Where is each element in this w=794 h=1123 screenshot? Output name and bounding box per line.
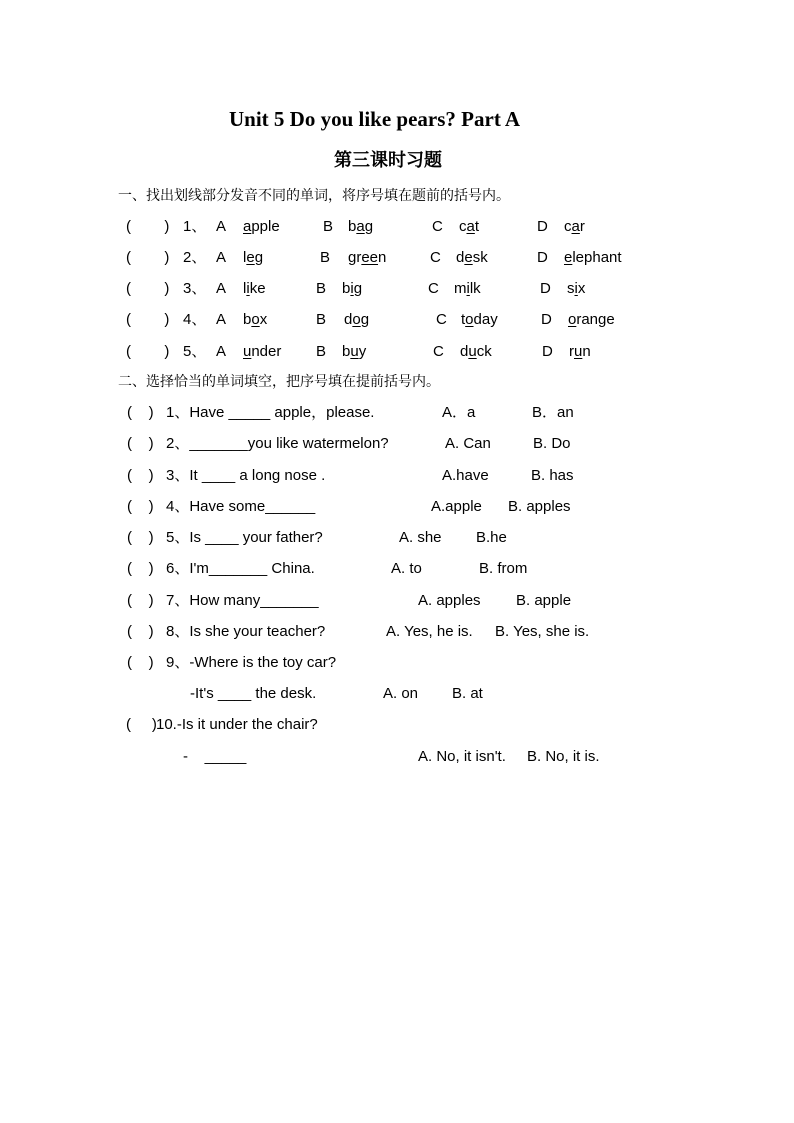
word-part: ck bbox=[476, 343, 492, 360]
option-word-d bbox=[568, 312, 615, 327]
word-part: m bbox=[454, 280, 467, 297]
option-word-d bbox=[569, 344, 591, 359]
underlined-letters: o bbox=[568, 311, 577, 328]
option-word-c bbox=[461, 312, 498, 327]
option-b: B．an bbox=[532, 404, 574, 421]
word-part: g bbox=[360, 311, 370, 328]
option-word-b bbox=[344, 312, 369, 327]
underlined-letters: e bbox=[564, 249, 573, 266]
word-part: sk bbox=[472, 249, 488, 266]
option-word-c bbox=[460, 344, 492, 359]
question-text: 6、I'm_______ China. bbox=[166, 560, 315, 577]
option-b: B.he bbox=[476, 529, 507, 546]
section1-heading: 一、找出划线部分发音不同的单词，将序号填在题前的括号内。 bbox=[118, 188, 510, 204]
section2-heading: 二、选择恰当的单词填空，把序号填在提前括号内。 bbox=[118, 374, 440, 390]
underlined-letters: a bbox=[571, 218, 580, 235]
underlined-letters: a bbox=[243, 218, 252, 235]
word-part: c bbox=[459, 218, 467, 235]
underlined-letters: ee bbox=[361, 249, 379, 266]
word-part: g bbox=[254, 249, 264, 266]
underlined-letters: u bbox=[468, 343, 477, 360]
word-part: d bbox=[460, 343, 469, 360]
question-text: 1、Have _____ apple，please. bbox=[166, 404, 375, 421]
option-letter-c: C bbox=[436, 311, 447, 328]
option-letter-a: A bbox=[216, 343, 227, 360]
answer-parentheses[interactable]: ( ) bbox=[126, 716, 157, 733]
answer-parentheses[interactable]: ( ) bbox=[127, 654, 154, 671]
answer-parentheses[interactable]: ( ) bbox=[127, 592, 154, 609]
question-text: 5、Is ____ your father? bbox=[166, 529, 323, 546]
underlined-letters: a bbox=[466, 218, 475, 235]
question-text: 4、Have some______ bbox=[166, 498, 316, 515]
option-letter-a: A bbox=[216, 280, 227, 297]
word-part: lephant bbox=[572, 249, 622, 266]
option-word-c bbox=[456, 250, 488, 265]
question-number: 2、 bbox=[183, 249, 207, 266]
option-word-a bbox=[243, 219, 280, 234]
option-a: A．a bbox=[442, 404, 476, 421]
answer-parentheses[interactable]: ( ) bbox=[126, 311, 170, 328]
option-a: A. to bbox=[391, 560, 422, 577]
option-letter-c: C bbox=[433, 343, 444, 360]
option-word-c bbox=[459, 219, 479, 234]
option-b: B. No, it is. bbox=[527, 748, 600, 765]
underlined-letters: o bbox=[465, 311, 474, 328]
underlined-letters: e bbox=[464, 249, 473, 266]
word-part: ke bbox=[249, 280, 266, 297]
word-part: n bbox=[378, 249, 387, 266]
word-part: x bbox=[259, 311, 268, 328]
word-part: b bbox=[243, 311, 252, 328]
underlined-letters: i bbox=[466, 280, 470, 297]
word-part: b bbox=[342, 280, 351, 297]
word-part: g bbox=[364, 218, 374, 235]
option-letter-b: B bbox=[316, 343, 327, 360]
word-part: d bbox=[456, 249, 465, 266]
word-part: range bbox=[576, 311, 615, 328]
option-word-a bbox=[243, 281, 266, 296]
question-number: 5、 bbox=[183, 343, 207, 360]
option-word-b bbox=[348, 219, 373, 234]
word-part: t bbox=[461, 311, 466, 328]
option-letter-a: A bbox=[216, 218, 227, 235]
word-part: day bbox=[473, 311, 498, 328]
question-number: 1、 bbox=[183, 218, 207, 235]
answer-parentheses[interactable]: ( ) bbox=[126, 280, 170, 297]
underlined-letters: o bbox=[251, 311, 260, 328]
option-b: B. apples bbox=[508, 498, 571, 515]
question-text: 3、It ____ a long nose . bbox=[166, 467, 326, 484]
option-b: B. apple bbox=[516, 592, 572, 609]
word-part: gr bbox=[348, 249, 362, 266]
option-b: B. Do bbox=[533, 435, 571, 452]
word-part: g bbox=[353, 280, 363, 297]
option-a: A. on bbox=[383, 685, 419, 702]
option-a: A. Can bbox=[445, 435, 491, 452]
word-part: l bbox=[243, 280, 247, 297]
word-part: n bbox=[582, 343, 591, 360]
underlined-letters: u bbox=[350, 343, 359, 360]
answer-parentheses[interactable]: ( ) bbox=[127, 404, 154, 421]
option-word-b bbox=[348, 250, 386, 265]
option-letter-d: D bbox=[541, 311, 552, 328]
answer-parentheses[interactable]: ( ) bbox=[127, 435, 154, 452]
word-part: nder bbox=[251, 343, 282, 360]
option-letter-a: A bbox=[216, 311, 227, 328]
option-letter-a: A bbox=[216, 249, 227, 266]
option-word-d bbox=[564, 250, 622, 265]
option-word-b bbox=[342, 344, 366, 359]
option-word-a bbox=[243, 250, 263, 265]
question-text: 8、Is she your teacher? bbox=[166, 623, 326, 640]
option-letter-d: D bbox=[537, 218, 548, 235]
word-part: x bbox=[577, 280, 586, 297]
word-part: s bbox=[567, 280, 575, 297]
option-b: B. from bbox=[479, 560, 528, 577]
word-part: l bbox=[243, 249, 247, 266]
answer-parentheses[interactable]: ( ) bbox=[127, 498, 154, 515]
option-a: A. Yes, he is. bbox=[386, 623, 473, 640]
option-letter-c: C bbox=[428, 280, 439, 297]
option-b: B. Yes, she is. bbox=[495, 623, 590, 640]
option-a: A. she bbox=[399, 529, 442, 546]
question-text: 7、How many_______ bbox=[166, 592, 319, 609]
option-letter-d: D bbox=[540, 280, 551, 297]
question-text: 9、-Where is the toy car? bbox=[166, 654, 337, 671]
word-part: r bbox=[569, 343, 574, 360]
word-part: c bbox=[564, 218, 572, 235]
word-part: b bbox=[342, 343, 351, 360]
word-part: pple bbox=[251, 218, 280, 235]
answer-parentheses[interactable]: ( ) bbox=[127, 560, 154, 577]
word-part: r bbox=[579, 218, 585, 235]
answer-parentheses[interactable]: ( ) bbox=[127, 529, 154, 546]
underlined-letters: i bbox=[246, 280, 250, 297]
question-text: 2、_______you like watermelon? bbox=[166, 435, 389, 452]
option-letter-b: B bbox=[323, 218, 334, 235]
option-letter-c: C bbox=[432, 218, 443, 235]
answer-parentheses[interactable]: ( ) bbox=[126, 218, 170, 235]
option-b: B. has bbox=[531, 467, 574, 484]
answer-parentheses[interactable]: ( ) bbox=[126, 343, 170, 360]
word-part: d bbox=[344, 311, 353, 328]
question-text: -It's ____ the desk. bbox=[190, 685, 317, 702]
option-a: A. No, it isn't. bbox=[418, 748, 506, 765]
option-word-d bbox=[567, 281, 585, 296]
word-part: b bbox=[348, 218, 357, 235]
question-text: 10.-Is it under the chair? bbox=[156, 716, 318, 733]
option-letter-d: D bbox=[537, 249, 548, 266]
underlined-letters: u bbox=[574, 343, 583, 360]
question-number: 3、 bbox=[183, 280, 207, 297]
underlined-letters: e bbox=[246, 249, 255, 266]
option-a: A.apple bbox=[431, 498, 482, 515]
question-text: - _____ bbox=[183, 748, 247, 765]
underlined-letters: o bbox=[352, 311, 361, 328]
answer-parentheses[interactable]: ( ) bbox=[127, 623, 154, 640]
option-letter-c: C bbox=[430, 249, 441, 266]
underlined-letters: i bbox=[350, 280, 354, 297]
option-word-a bbox=[243, 312, 267, 327]
word-part: lk bbox=[469, 280, 481, 297]
underlined-letters: i bbox=[574, 280, 578, 297]
question-number: 4、 bbox=[183, 311, 207, 328]
option-word-c bbox=[454, 281, 481, 296]
option-word-d bbox=[564, 219, 585, 234]
option-letter-b: B bbox=[320, 249, 331, 266]
answer-parentheses[interactable]: ( ) bbox=[127, 467, 154, 484]
option-b: B. at bbox=[452, 685, 483, 702]
option-a: A.have bbox=[442, 467, 489, 484]
underlined-letters: u bbox=[243, 343, 252, 360]
underlined-letters: a bbox=[356, 218, 365, 235]
option-word-b bbox=[342, 281, 362, 296]
word-part: t bbox=[474, 218, 480, 235]
word-part: y bbox=[358, 343, 367, 360]
option-letter-b: B bbox=[316, 280, 327, 297]
option-a: A. apples bbox=[418, 592, 481, 609]
option-letter-d: D bbox=[542, 343, 553, 360]
answer-parentheses[interactable]: ( ) bbox=[126, 249, 170, 266]
page-title: Unit 5 Do you like pears? Part A bbox=[229, 107, 521, 131]
option-letter-b: B bbox=[316, 311, 327, 328]
page-subtitle: 第三课时习题 bbox=[334, 150, 442, 171]
option-word-a bbox=[243, 344, 281, 359]
